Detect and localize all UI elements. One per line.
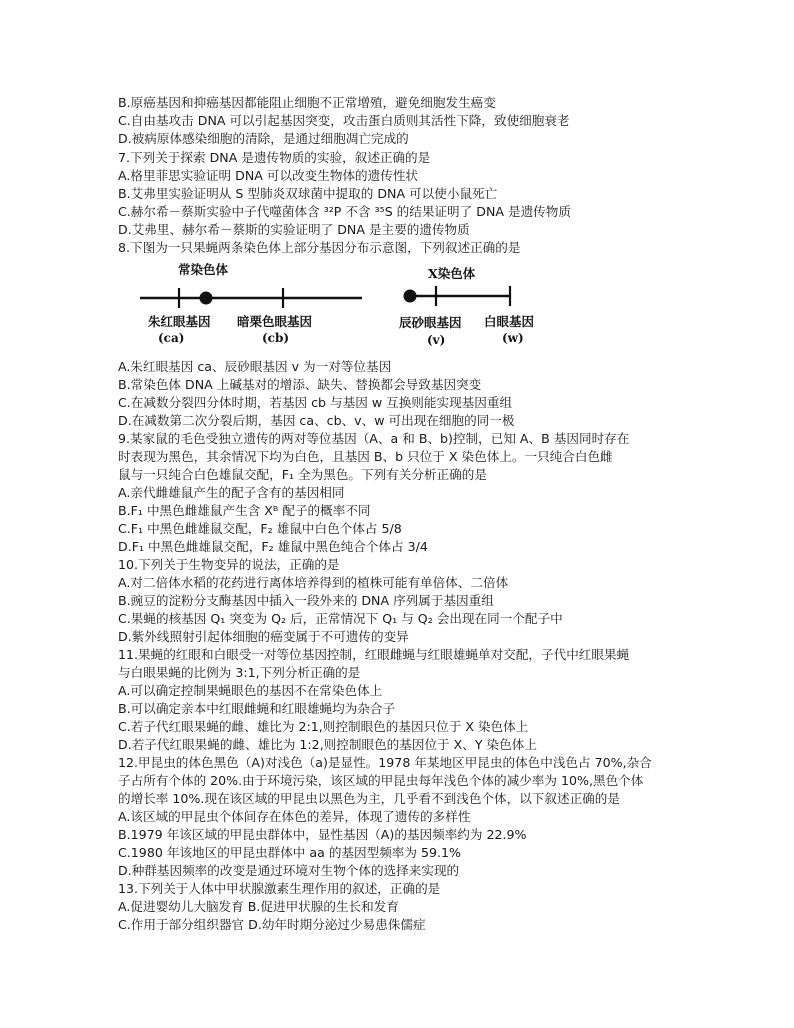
option-line: A.格里菲思实验证明 DNA 可以改变生物体的遗传性状 — [118, 168, 419, 183]
option-line: D.若子代红眼果蝇的雌、雄比为 1:2,则控制眼色的基因位于 X、Y 染色体上 — [118, 737, 537, 752]
option-line: A.朱红眼基因 ca、辰砂眼基因 v 为一对等位基因 — [118, 359, 392, 374]
option-line: A.可以确定控制果蝇眼色的基因不在常染色体上 — [118, 683, 383, 698]
text-line: D.被病原体感染细胞的清除，是通过细胞凋亡完成的 — [118, 131, 409, 146]
question-8-stem: 8.下图为一只果蝇两条染色体上部分基因分布示意图，下列叙述正确的是 — [118, 240, 521, 255]
question-10-stem: 10.下列关于生物变异的说法，正确的是 — [118, 557, 340, 572]
option-line: A.亲代雌雄鼠产生的配子含有的基因相同 — [118, 485, 345, 500]
gene-label-w: 白眼基因 — [484, 314, 535, 329]
option-line: D.F₁ 中黑色雌雄鼠交配，F₂ 雄鼠中黑色纯合个体占 3/4 — [118, 539, 428, 554]
x-chromosome-title: X染色体 — [428, 266, 476, 281]
option-line: D.艾弗里、赫尔希－蔡斯的实验证明了 DNA 是主要的遗传物质 — [118, 222, 470, 237]
gene-symbol-cb: (cb) — [262, 331, 290, 345]
option-line: D.种群基因频率的改变是通过环境对生物个体的选择来实现的 — [118, 863, 460, 878]
question-9-stem: 9.某家鼠的毛色受独立遗传的两对等位基因（A、a 和 B、b)控制，已知 A、B 基因同时存在 — [118, 431, 630, 446]
text-line: C.自由基攻击 DNA 可以引起基因突变，攻击蛋白质则其活性下降，致使细胞衰老 — [118, 113, 570, 128]
option-line: C.在减数分裂四分体时期，若基因 cb 与基因 w 互换则能实现基因重组 — [118, 395, 513, 410]
option-line: A.该区域的甲昆虫个体间存在体色的差异，体现了遗传的多样性 — [118, 809, 471, 824]
option-line: D.在减数第二次分裂后期，基因 ca、cb、v、w 可出现在细胞的同一极 — [118, 413, 515, 428]
gene-label-ca: 朱红眼基因 — [148, 314, 211, 329]
option-line: C.赫尔希－蔡斯实验中子代噬菌体含 ³²P 不含 ³⁵S 的结果证明了 DNA 是遗传物质 — [118, 204, 571, 219]
option-line: D.紫外线照射引起体细胞的癌变属于不可遗传的变异 — [118, 629, 409, 644]
option-line: B.豌豆的淀粉分支酶基因中插入一段外来的 DNA 序列属于基因重组 — [118, 593, 494, 608]
autosome-centromere — [200, 292, 213, 305]
text-line: 时表现为黑色，其余情况下均为白色，且基因 B、b 只位于 X 染色体上。一只纯合白色雌 — [118, 449, 613, 464]
gene-symbol-w: (w) — [502, 331, 524, 345]
question-11-stem: 11.果蝇的红眼和白眼受一对等位基因控制，红眼雌蝇与红眼雄蝇单对交配，子代中红眼果蝇 — [118, 647, 630, 662]
question-7-stem: 7.下列关于探索 DNA 是遗传物质的实验，叙述正确的是 — [118, 150, 431, 165]
option-line: C.果蝇的核基因 Q₁ 突变为 Q₂ 后，正常情况下 Q₁ 与 Q₂ 会出现在同一个配子中 — [118, 611, 563, 626]
option-line: B.常染色体 DNA 上碱基对的增添、缺失、替换都会导致基因突变 — [118, 377, 482, 392]
option-line: B.艾弗里实验证明从 S 型肺炎双球菌中提取的 DNA 可以使小鼠死亡 — [118, 186, 498, 201]
gene-label-v: 辰砂眼基因 — [399, 315, 462, 330]
option-line: C.F₁ 中黑色雌雄鼠交配，F₂ 雄鼠中白色个体占 5/8 — [118, 521, 402, 536]
option-line: A.对二倍体水稻的花药进行离体培养得到的植株可能有单倍体、二倍体 — [118, 575, 509, 590]
option-line: C.作用于部分组织器官 D.幼年时期分泌过少易患侏儒症 — [118, 917, 426, 932]
gene-label-cb: 暗栗色眼基因 — [237, 314, 313, 329]
question-13-stem: 13.下列关于人体中甲状腺激素生理作用的叙述，正确的是 — [118, 881, 441, 896]
text-line: 鼠与一只纯合白色雄鼠交配，F₁ 全为黑色。下列有关分析正确的是 — [118, 467, 487, 482]
text-line: 子占所有个体的 20%.由于环境污染，该区域的甲昆虫每年浅色个体的减少率为 10%,黑色个体 — [118, 773, 644, 788]
autosome-title: 常染色体 — [178, 262, 229, 277]
question-12-stem: 12.甲昆虫的体色黑色（A)对浅色（a)是显性。1978 年某地区甲昆虫的体色中浅色占 70%,杂合 — [118, 755, 652, 770]
text-line: B.原癌基因和抑癌基因都能阻止细胞不正常增殖，避免细胞发生癌变 — [118, 95, 496, 110]
x-centromere — [404, 290, 417, 303]
text-line: 与白眼果蝇的比例为 3:1,下列分析正确的是 — [118, 665, 361, 680]
text-line: 的增长率 10%.现在该区域的甲昆虫以黑色为主，几乎看不到浅色个体，以下叙述正确的是 — [118, 791, 620, 806]
option-line: B.可以确定亲本中红眼雌蝇和红眼雄蝇均为杂合子 — [118, 701, 396, 716]
option-line: C.若子代红眼果蝇的雌、雄比为 2:1,则控制眼色的基因只位于 X 染色体上 — [118, 719, 529, 734]
gene-symbol-ca: (ca) — [158, 331, 185, 345]
option-line: B.F₁ 中黑色雌雄鼠产生含 Xᴮ 配子的概率不同 — [118, 503, 371, 518]
gene-symbol-v: (v) — [427, 333, 446, 347]
option-line: A.促进婴幼儿大脑发育 B.促进甲状腺的生长和发育 — [118, 899, 399, 914]
option-line: C.1980 年该地区的甲昆虫群体中 aa 的基因型频率为 59.1% — [118, 845, 461, 860]
option-line: B.1979 年该区域的甲昆虫群体中，显性基因（A)的基因频率约为 22.9% — [118, 827, 527, 842]
